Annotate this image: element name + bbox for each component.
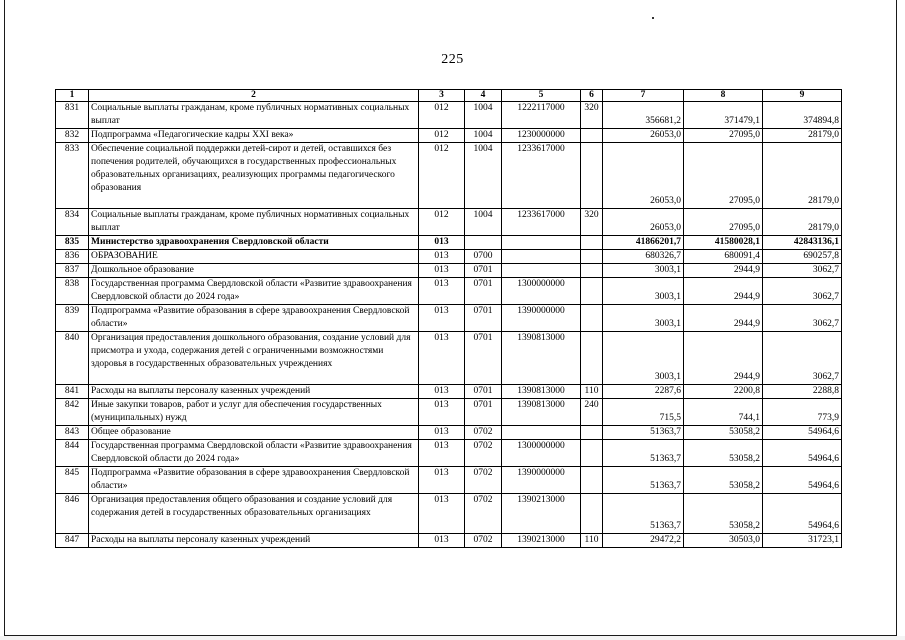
row-target-code: 1230000000 (502, 129, 581, 143)
row-value-col9: 3062,7 (763, 278, 842, 305)
row-value-col8: 2944,9 (684, 264, 763, 278)
row-value-col7: 26053,0 (603, 129, 684, 143)
row-value-col8: 680091,4 (684, 250, 763, 264)
row-target-code: 1300000000 (502, 440, 581, 467)
column-header-9: 9 (763, 90, 842, 102)
row-expense-type (581, 494, 603, 534)
row-ministry-code: 013 (419, 250, 465, 264)
row-number: 841 (56, 385, 89, 399)
table-row (56, 440, 842, 467)
row-value-col8: 27095,0 (684, 143, 763, 209)
row-value-col7: 3003,1 (603, 332, 684, 385)
row-name: Расходы на выплаты персоналу казенных учреждений (89, 534, 419, 548)
row-value-col8: 2200,8 (684, 385, 763, 399)
table-row (56, 534, 842, 548)
row-section-code: 1004 (465, 129, 502, 143)
row-number: 845 (56, 467, 89, 494)
row-target-code: 1390213000 (502, 534, 581, 548)
row-name: Государственная программа Свердловской области «Развитие здравоохранения Свердловской области до 2024 года» (89, 440, 419, 467)
column-header-7: 7 (603, 90, 684, 102)
row-ministry-code: 013 (419, 264, 465, 278)
column-header-1: 1 (56, 90, 89, 102)
table-row (56, 143, 842, 209)
row-name: Общее образование (89, 426, 419, 440)
column-header-8: 8 (684, 90, 763, 102)
row-ministry-code: 012 (419, 143, 465, 209)
row-number: 846 (56, 494, 89, 534)
row-name: Иные закупки товаров, работ и услуг для обеспечения государственных (муниципальных) нужд (89, 399, 419, 426)
table-row (56, 494, 842, 534)
row-expense-type (581, 440, 603, 467)
table-row (56, 332, 842, 385)
row-name: Обеспечение социальной поддержки детей-сирот и детей, оставшихся без попечения родителей, обучающихся в государственных профессиональных образовательных организациях, реализующих программы педагогического образования (89, 143, 419, 209)
row-target-code: 1390813000 (502, 385, 581, 399)
row-value-col7: 29472,2 (603, 534, 684, 548)
table-body (56, 102, 842, 548)
row-value-col9: 2288,8 (763, 385, 842, 399)
row-value-col8: 2944,9 (684, 332, 763, 385)
row-ministry-code: 012 (419, 209, 465, 236)
row-name: Дошкольное образование (89, 264, 419, 278)
row-section-code: 0701 (465, 264, 502, 278)
row-ministry-code: 012 (419, 129, 465, 143)
row-value-col7: 680326,7 (603, 250, 684, 264)
table-row (56, 209, 842, 236)
row-ministry-code: 013 (419, 426, 465, 440)
row-number: 844 (56, 440, 89, 467)
row-name: Подпрограмма «Развитие образования в сфере здравоохранения Свердловской области» (89, 467, 419, 494)
table-header-row (56, 90, 842, 102)
row-target-code: 1222117000 (502, 102, 581, 129)
table-row (56, 264, 842, 278)
row-value-col9: 3062,7 (763, 332, 842, 385)
row-value-col7: 26053,0 (603, 209, 684, 236)
row-value-col8: 30503,0 (684, 534, 763, 548)
row-number: 834 (56, 209, 89, 236)
table-row (56, 236, 842, 250)
row-number: 836 (56, 250, 89, 264)
row-expense-type (581, 129, 603, 143)
row-section-code: 1004 (465, 102, 502, 129)
row-ministry-code: 013 (419, 467, 465, 494)
row-section-code: 0702 (465, 426, 502, 440)
row-value-col8: 53058,2 (684, 440, 763, 467)
row-target-code: 1233617000 (502, 209, 581, 236)
row-name: Подпрограмма «Педагогические кадры XXI века» (89, 129, 419, 143)
table-row (56, 385, 842, 399)
row-section-code: 0701 (465, 332, 502, 385)
table-row (56, 250, 842, 264)
row-section-code: 1004 (465, 143, 502, 209)
column-header-3: 3 (419, 90, 465, 102)
row-section-code: 0701 (465, 278, 502, 305)
row-value-col7: 26053,0 (603, 143, 684, 209)
row-ministry-code: 013 (419, 534, 465, 548)
row-value-col9: 3062,7 (763, 305, 842, 332)
row-ministry-code: 012 (419, 102, 465, 129)
row-value-col9: 28179,0 (763, 209, 842, 236)
row-value-col7: 2287,6 (603, 385, 684, 399)
row-expense-type (581, 305, 603, 332)
row-value-col8: 41580028,1 (684, 236, 763, 250)
row-number: 838 (56, 278, 89, 305)
row-number: 840 (56, 332, 89, 385)
row-value-col7: 715,5 (603, 399, 684, 426)
row-value-col8: 371479,1 (684, 102, 763, 129)
row-value-col9: 42843136,1 (763, 236, 842, 250)
row-expense-type (581, 278, 603, 305)
row-value-col7: 51363,7 (603, 426, 684, 440)
scan-edge (0, 636, 905, 640)
row-expense-type: 320 (581, 102, 603, 129)
column-header-5: 5 (502, 90, 581, 102)
row-section-code: 0702 (465, 467, 502, 494)
row-name: Организация предоставления дошкольного образования, создание условий для присмотра и ухода, содержания детей с ограниченными возможностями здоровья в государственных образовательных учреждениях (89, 332, 419, 385)
row-number: 832 (56, 129, 89, 143)
budget-table (55, 89, 842, 548)
row-ministry-code: 013 (419, 332, 465, 385)
row-name: Министерство здравоохранения Свердловской области (89, 236, 419, 250)
row-value-col7: 3003,1 (603, 264, 684, 278)
row-section-code (465, 236, 502, 250)
row-target-code: 1300000000 (502, 278, 581, 305)
row-section-code: 0702 (465, 494, 502, 534)
row-value-col9: 54964,6 (763, 440, 842, 467)
row-value-col7: 51363,7 (603, 440, 684, 467)
row-value-col8: 53058,2 (684, 467, 763, 494)
row-value-col8: 53058,2 (684, 494, 763, 534)
column-header-4: 4 (465, 90, 502, 102)
row-target-code: 1390213000 (502, 494, 581, 534)
row-value-col7: 3003,1 (603, 305, 684, 332)
row-value-col8: 2944,9 (684, 278, 763, 305)
row-expense-type: 320 (581, 209, 603, 236)
row-target-code (502, 264, 581, 278)
table-row (56, 102, 842, 129)
row-value-col9: 31723,1 (763, 534, 842, 548)
row-expense-type (581, 236, 603, 250)
row-value-col9: 54964,6 (763, 494, 842, 534)
row-value-col9: 773,9 (763, 399, 842, 426)
row-expense-type (581, 143, 603, 209)
scan-speck (652, 17, 654, 19)
row-expense-type (581, 332, 603, 385)
row-value-col9: 690257,8 (763, 250, 842, 264)
row-value-col8: 27095,0 (684, 209, 763, 236)
row-value-col8: 744,1 (684, 399, 763, 426)
row-value-col9: 28179,0 (763, 143, 842, 209)
row-number: 831 (56, 102, 89, 129)
table-row (56, 399, 842, 426)
row-value-col7: 356681,2 (603, 102, 684, 129)
row-expense-type (581, 426, 603, 440)
row-section-code: 0701 (465, 399, 502, 426)
row-name: Расходы на выплаты персоналу казенных учреждений (89, 385, 419, 399)
row-target-code (502, 250, 581, 264)
row-value-col8: 53058,2 (684, 426, 763, 440)
table-row (56, 305, 842, 332)
row-value-col8: 27095,0 (684, 129, 763, 143)
row-target-code: 1390813000 (502, 399, 581, 426)
table-row (56, 426, 842, 440)
row-value-col7: 51363,7 (603, 494, 684, 534)
row-expense-type (581, 264, 603, 278)
row-value-col7: 41866201,7 (603, 236, 684, 250)
row-value-col9: 3062,7 (763, 264, 842, 278)
row-section-code: 0701 (465, 385, 502, 399)
row-section-code: 0700 (465, 250, 502, 264)
row-name: Государственная программа Свердловской области «Развитие здравоохранения Свердловской области до 2024 года» (89, 278, 419, 305)
row-section-code: 0701 (465, 305, 502, 332)
row-number: 835 (56, 236, 89, 250)
row-section-code: 1004 (465, 209, 502, 236)
row-name: Социальные выплаты гражданам, кроме публичных нормативных социальных выплат (89, 209, 419, 236)
row-value-col9: 374894,8 (763, 102, 842, 129)
row-ministry-code: 013 (419, 236, 465, 250)
row-number: 843 (56, 426, 89, 440)
row-value-col7: 51363,7 (603, 467, 684, 494)
row-target-code: 1390000000 (502, 305, 581, 332)
row-section-code: 0702 (465, 534, 502, 548)
row-value-col7: 3003,1 (603, 278, 684, 305)
row-number: 842 (56, 399, 89, 426)
row-name: Подпрограмма «Развитие образования в сфере здравоохранения Свердловской области» (89, 305, 419, 332)
row-target-code (502, 236, 581, 250)
row-value-col9: 28179,0 (763, 129, 842, 143)
table-row (56, 467, 842, 494)
row-expense-type: 110 (581, 534, 603, 548)
row-name: Социальные выплаты гражданам, кроме публичных нормативных социальных выплат (89, 102, 419, 129)
row-number: 837 (56, 264, 89, 278)
row-value-col9: 54964,6 (763, 426, 842, 440)
row-expense-type (581, 467, 603, 494)
row-target-code: 1233617000 (502, 143, 581, 209)
row-target-code: 1390000000 (502, 467, 581, 494)
row-ministry-code: 013 (419, 278, 465, 305)
row-number: 847 (56, 534, 89, 548)
row-ministry-code: 013 (419, 440, 465, 467)
row-value-col9: 54964,6 (763, 467, 842, 494)
column-header-2: 2 (89, 90, 419, 102)
column-header-6: 6 (581, 90, 603, 102)
row-target-code: 1390813000 (502, 332, 581, 385)
row-ministry-code: 013 (419, 399, 465, 426)
page-number: 225 (441, 52, 464, 67)
row-ministry-code: 013 (419, 305, 465, 332)
row-expense-type (581, 250, 603, 264)
row-ministry-code: 013 (419, 494, 465, 534)
row-expense-type: 240 (581, 399, 603, 426)
row-name: Организация предоставления общего образования и создание условий для содержания детей в государственных образовательных организациях (89, 494, 419, 534)
row-number: 839 (56, 305, 89, 332)
table-row (56, 278, 842, 305)
row-section-code: 0702 (465, 440, 502, 467)
row-value-col8: 2944,9 (684, 305, 763, 332)
row-number: 833 (56, 143, 89, 209)
row-ministry-code: 013 (419, 385, 465, 399)
row-target-code (502, 426, 581, 440)
row-name: ОБРАЗОВАНИЕ (89, 250, 419, 264)
table-row (56, 129, 842, 143)
row-expense-type: 110 (581, 385, 603, 399)
